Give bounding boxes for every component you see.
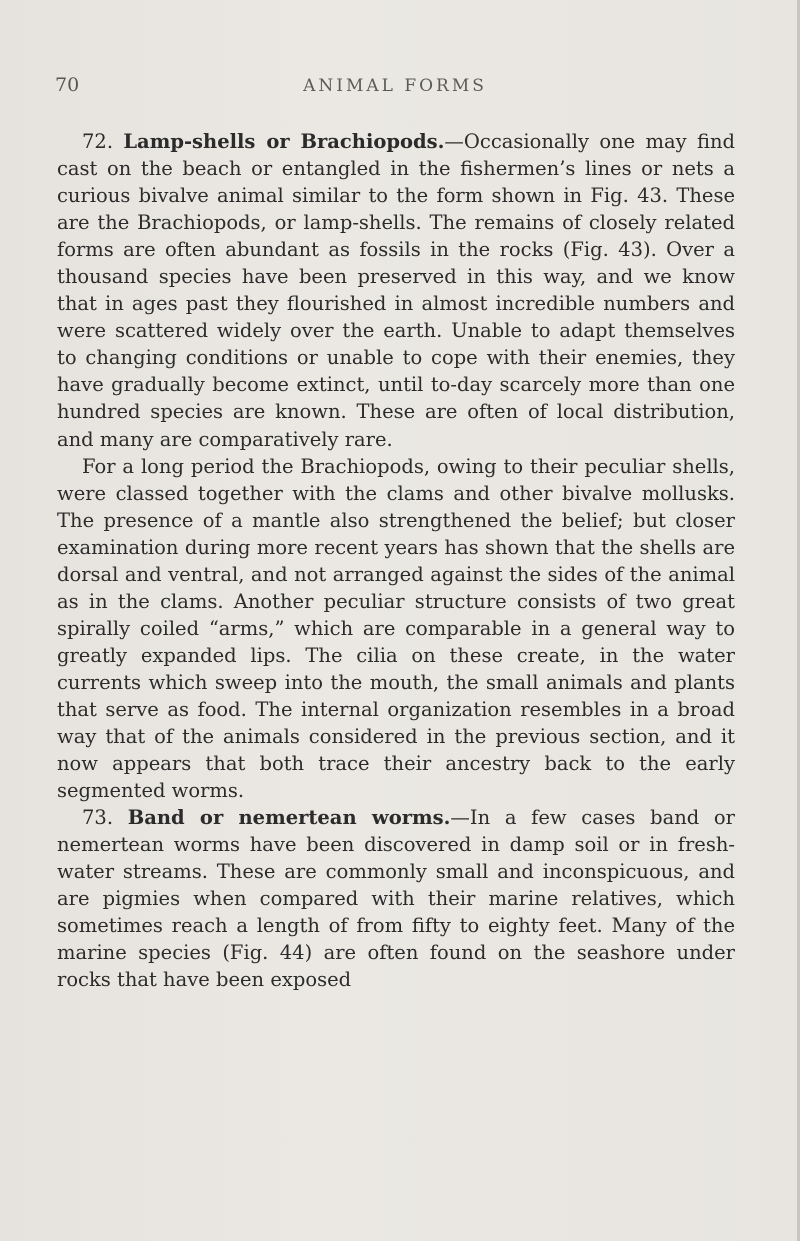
body-text xyxy=(57,128,735,994)
section-73-text: —In a few cases band or nemertean worms have been discovered in damp soil or in fresh-water streams. These are commonly small and inconspicuous, and are pigmies when compared with their marine relatives, which sometimes reach a length of from fifty to eighty feet. Many of the marine species (Fig. 44) are often found on the seashore under rocks that have been exposed xyxy=(57,806,735,992)
page-header xyxy=(55,74,735,104)
section-72-paragraph-2: For a long period the Brachiopods, owing to their peculiar shells, were classed together with the clams and other bivalve mollusks. The presence of a mantle also strengthened the belief; but closer examination during more recent years has shown that the shells are dorsal and ventral, and not arranged against the sides of the animal as in the clams. Another peculiar structure consists of two great spirally coiled “arms,” which are comparable in a general way to greatly expanded lips. The cilia on these create, in the water currents which sweep into the mouth, the small animals and plants that serve as food. The internal organization resembles in a broad way that of the animals considered in the previous section, and it now appears that both trace their ancestry back to the early segmented worms. xyxy=(57,454,735,803)
section-73-paragraph-1 xyxy=(57,804,735,993)
section-72-number: 72. xyxy=(82,130,114,153)
section-72-text: —Occasionally one may find cast on the beach or entangled in the fishermen’s lines or nets a curious bivalve animal similar to the form shown in Fig. 43. These are the Brachiopods, or lamp-shells. The remains of closely related forms are often abundant as fossils in the rocks (Fig. 43). Over a thousand species have been preserved in this way, and we know that in ages past they flourished in almost incredible numbers and were scattered widely over the earth. Unable to adapt themselves to changing conditions or unable to cope with their enemies, they have gradually become extinct, until to-day scarcely more than one hundred species are known. These are often of local distribution, and many are comparatively rare. xyxy=(57,130,735,451)
section-73-heading: Band or nemertean worms. xyxy=(127,806,451,830)
running-head: ANIMAL FORMS xyxy=(303,76,487,96)
section-73-number: 73. xyxy=(82,806,114,830)
section-72-paragraph-1 xyxy=(57,128,735,453)
page-number: 70 xyxy=(55,74,80,96)
section-72-heading: Lamp-shells or Brachiopods. xyxy=(123,130,445,153)
